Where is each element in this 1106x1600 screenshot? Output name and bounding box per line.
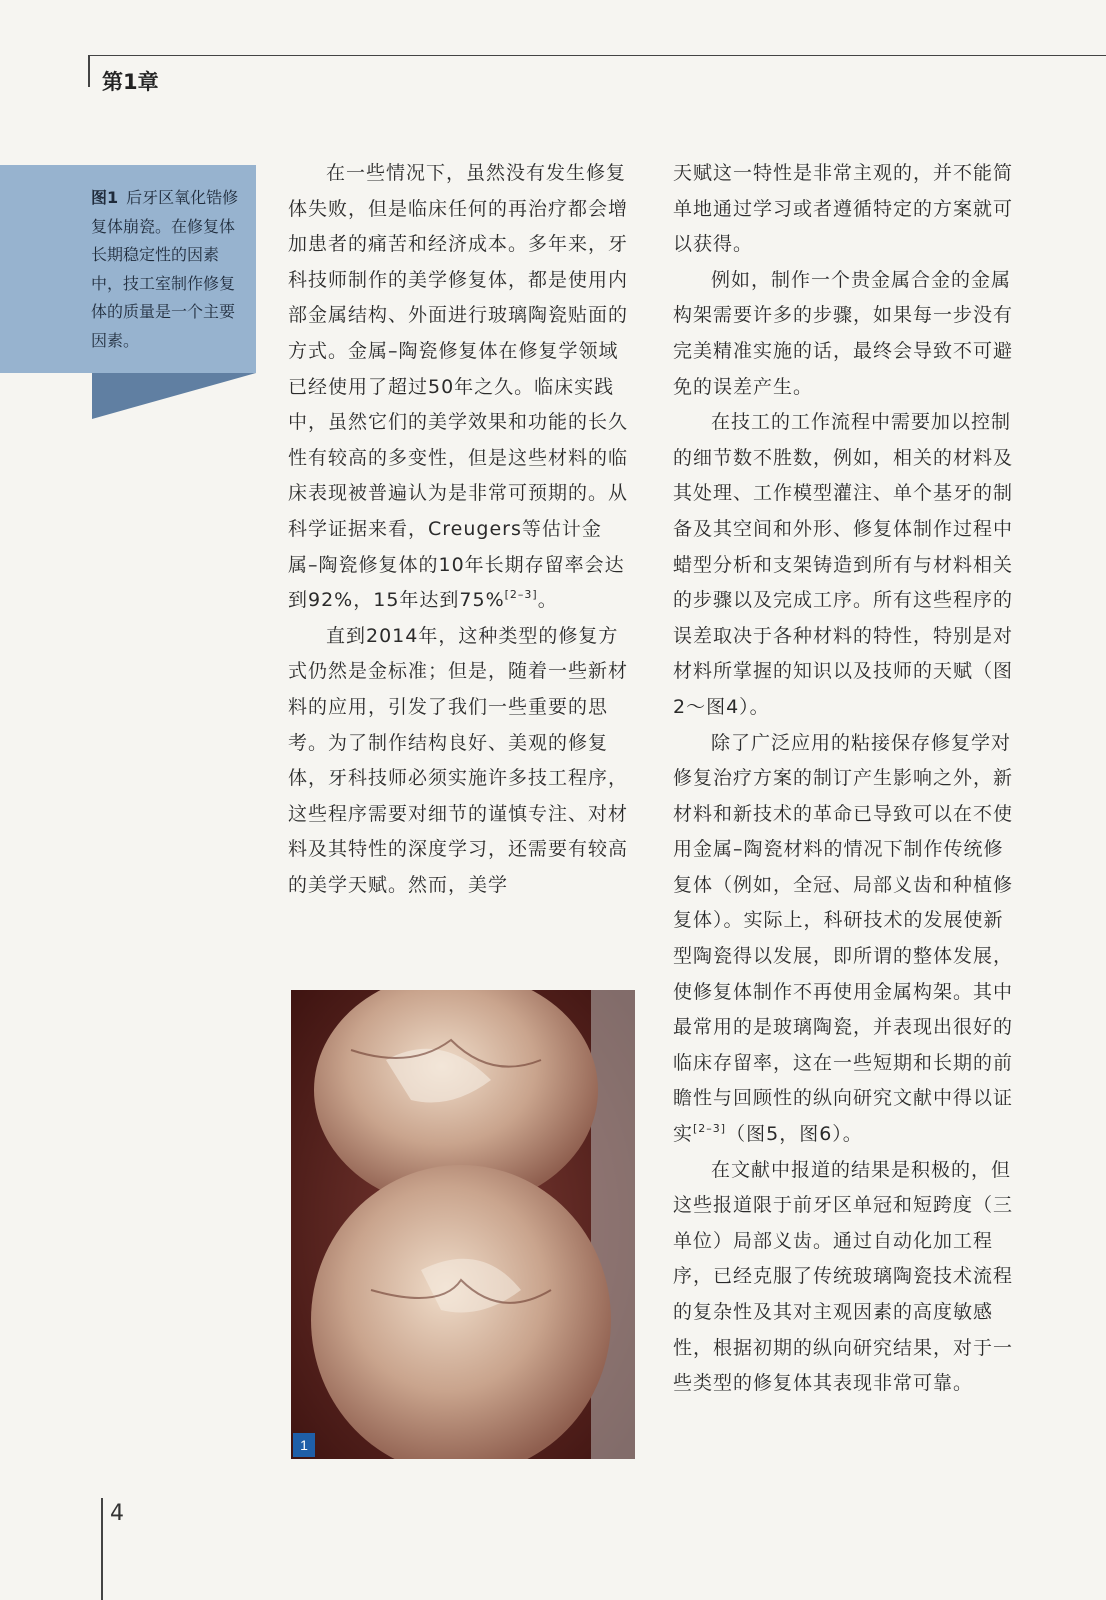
teeth-illustration [291,990,635,1459]
figure-caption [91,184,247,355]
paragraph [673,726,1023,1153]
paragraph-text: 在一些情况下，虽然没有发生修复体失败，但是临床任何的再治疗都会增加患者的痛苦和经济成本。多年来，牙科技师制作的美学修复体，都是使用内部金属结构、外面进行玻璃陶瓷贴面的方式。金属–陶瓷修复体在修复学领域已经使用了超过50年之久。临床实践中，虽然它们的美学效果和功能的长久性有较高的多变性，但是这些材料的临床表现被普遍认为是非常可预期的。从科学证据来看，Creugers等估计金属–陶瓷修复体的10年长期存留率会达到92%，15年达到75% [288,162,629,612]
paragraph: 天赋这一特性是非常主观的，并不能简单地通过学习或者遵循特定的方案就可以获得。 [673,162,1014,256]
footer-marker [101,1498,103,1600]
header-rule [88,55,1106,56]
paragraph: 例如，制作一个贵金属合金的金属构架需要许多的步骤，如果每一步没有完美精准实施的话，最终会导致不可避免的误差产生。 [673,268,1014,398]
page-number: 4 [110,1501,124,1526]
paragraph [288,156,632,619]
caption-pointer [92,373,256,419]
paragraph: 在文献中报道的结果是积极的，但这些报道限于前牙区单冠和短跨度（三单位）局部义齿。通过自动化加工程序，已经克服了传统玻璃陶瓷技术流程的复杂性及其对主观因素的高度敏感性，根据初期的纵向研究结果，对于一些类型的修复体其表现非常可靠。 [673,1158,1014,1395]
right-column [673,156,1023,1402]
dental-photo [291,990,635,1459]
figure-number-badge: 1 [293,1433,315,1457]
figure-caption-text: 后牙区氧化锆修复体崩瓷。在修复体长期稳定性的因素中，技工室制作修复体的质量是一个主要因素。 [91,188,239,350]
citation: [2–3] [693,1122,727,1136]
paragraph-text: （图5，图6）。 [726,1123,863,1146]
paragraph: 直到2014年，这种类型的修复方式仍然是金标准；但是，随着一些新材料的应用，引发了我们一些重要的思考。为了制作结构良好、美观的修复体，牙科技师必须实施许多技工程序，这些程序需要对细节的谨慎专注、对材料及其特性的深度学习，还需要有较高的美学天赋。然而，美学 [288,624,629,896]
paragraph-text: 除了广泛应用的粘接保存修复学对修复治疗方案的制订产生影响之外，新材料和新技术的革命已导致可以在不使用金属–陶瓷材料的情况下制作传统修复体（例如，全冠、局部义齿和种植修复体）。实际上，科研技术的发展使新型陶瓷得以发展，即所谓的整体发展，使修复体制作不再使用金属构架。其中最常用的是玻璃陶瓷，并表现出很好的临床存留率，这在一些短期和长期的前瞻性与回顾性的纵向研究文献中得以证实 [673,731,1014,1146]
paragraph: 在技工的工作流程中需要加以控制的细节数不胜数，例如，相关的材料及其处理、工作模型灌注、单个基牙的制备及其空间和外形、修复体制作过程中蜡型分析和支架铸造到所有与材料相关的步骤以及完成工序。所有这些程序的误差取决于各种材料的特性，特别是对材料所掌握的知识以及技师的天赋（图2～图4）。 [673,411,1014,718]
paragraph-text: 。 [537,589,558,612]
figure-label: 图1 [91,188,119,207]
left-column [288,156,632,903]
header-marker [88,55,90,87]
chapter-title: 第1章 [102,70,159,94]
citation: [2–3] [504,588,538,602]
